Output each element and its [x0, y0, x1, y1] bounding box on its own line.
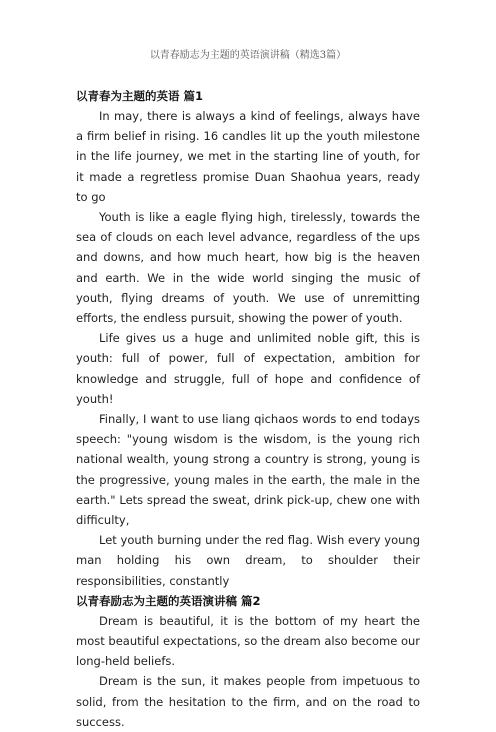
paragraph: Youth is like a eagle flying high, tirelessly, towards the sea of clouds on each level advance, regardless of the ups and downs, and how much heart, how big is the heaven and earth. We in the wide world singing the music of youth, flying dreams of youth. We use of unremitting efforts, the endless pursuit, showing the power of youth.	[76, 210, 420, 326]
page-header-title: 以青春励志为主题的英语演讲稿（精选3篇）	[149, 50, 347, 61]
paragraph: Let youth burning under the red flag. Wish every young man holding his own dream, to shoulder their responsibilities, constantly	[76, 533, 420, 588]
paragraph: Dream is the sun, it makes people from impetuous to solid, from the hesitation to the firm, and on the road to success.	[76, 674, 420, 729]
section-title-2: 以青春励志为主题的英语演讲稿 篇2	[76, 593, 261, 608]
paragraph: Dream is beautiful, it is the bottom of my heart the most beautiful expectations, so the dream also become our long-held beliefs.	[76, 613, 420, 669]
document-body	[76, 86, 420, 732]
section-title-1: 以青春为主题的英语 篇1	[76, 89, 204, 103]
paragraph: Life gives us a huge and unlimited noble gift, this is youth: full of power, full of expectation, ambition for knowledge and struggle, full of hope and confidence of youth!	[76, 331, 420, 406]
paragraph: In may, there is always a kind of feelings, always have a firm belief in rising. 16 candles lit up the youth milestone in the life journey, we met in the starting line of youth, for it made a regretless promise Duan Shaohua years, ready to go	[76, 109, 420, 204]
paragraph: Finally, I want to use liang qichaos words to end todays speech: "young wisdom is the wisdom, is the young rich national wealth, young strong a country is strong, young is the progressive, young males in the earth, the male in the earth." Lets spread the sweat, drink pick-up, chew one with difficulty,	[76, 412, 420, 528]
